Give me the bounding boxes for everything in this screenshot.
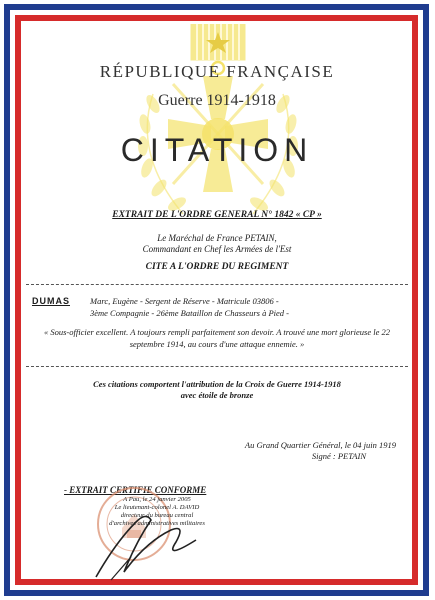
handwritten-signature-icon — [76, 502, 226, 582]
cert-line-4: d'archives administratives militaires — [109, 520, 205, 527]
soldier-line-1: Marc, Eugène - Sergent de Réserve - Matricule 03806 - — [90, 296, 279, 306]
certified-heading: - EXTRAIT CERTIFIE CONFORME — [64, 485, 207, 495]
document-body — [26, 24, 408, 576]
croix-de-guerre-icon — [113, 24, 323, 229]
signed-by: Signé : PETAIN — [311, 451, 366, 461]
cert-line-3: directeur du bureau central — [120, 512, 194, 519]
award-line-1: Ces citations comportent l'attribution de la Croix de Guerre 1914-1918 — [93, 379, 341, 389]
award-line-2: avec étoile de bronze — [180, 390, 254, 400]
order-extract: EXTRAIT DE L'ORDRE GENERAL N° 1842 « CP » — [112, 210, 322, 220]
marshal-line-1: Le Maréchal de France PETAIN, — [157, 233, 277, 243]
divider — [26, 284, 408, 285]
republic-heading: RÉPUBLIQUE FRANÇAISE — [99, 62, 335, 81]
citation-quote: « Sous-officier excellent. A toujours rempli parfaitement son devoir. A trouvé une mort glorieuse le 22 septembre 1914, au cours d'une attaque ennemie. » — [43, 327, 390, 349]
cite-heading: CITE A L'ORDRE DU REGIMENT — [145, 262, 289, 272]
divider — [26, 366, 408, 367]
marshal-block — [26, 233, 408, 255]
cert-line-1: A Pau, le 24 janvier 2005 — [123, 496, 191, 503]
soldier-line-2: 3ème Compagnie - 26ème Bataillon de Chasseurs à Pied - — [90, 308, 290, 318]
marshal-line-2: Commandant en Chef les Armées de l'Est — [142, 244, 292, 254]
cert-line-2: Le lieutenant-colonel A. DAVID — [114, 504, 200, 511]
award-block — [26, 379, 408, 401]
war-heading: Guerre 1914-1918 — [158, 92, 276, 109]
soldier-surname: DUMAS — [32, 296, 70, 306]
page-title: CITATION — [120, 132, 314, 168]
place-date: Au Grand Quartier Général, le 04 juin 1919 — [244, 440, 396, 450]
signature-block — [186, 440, 396, 462]
